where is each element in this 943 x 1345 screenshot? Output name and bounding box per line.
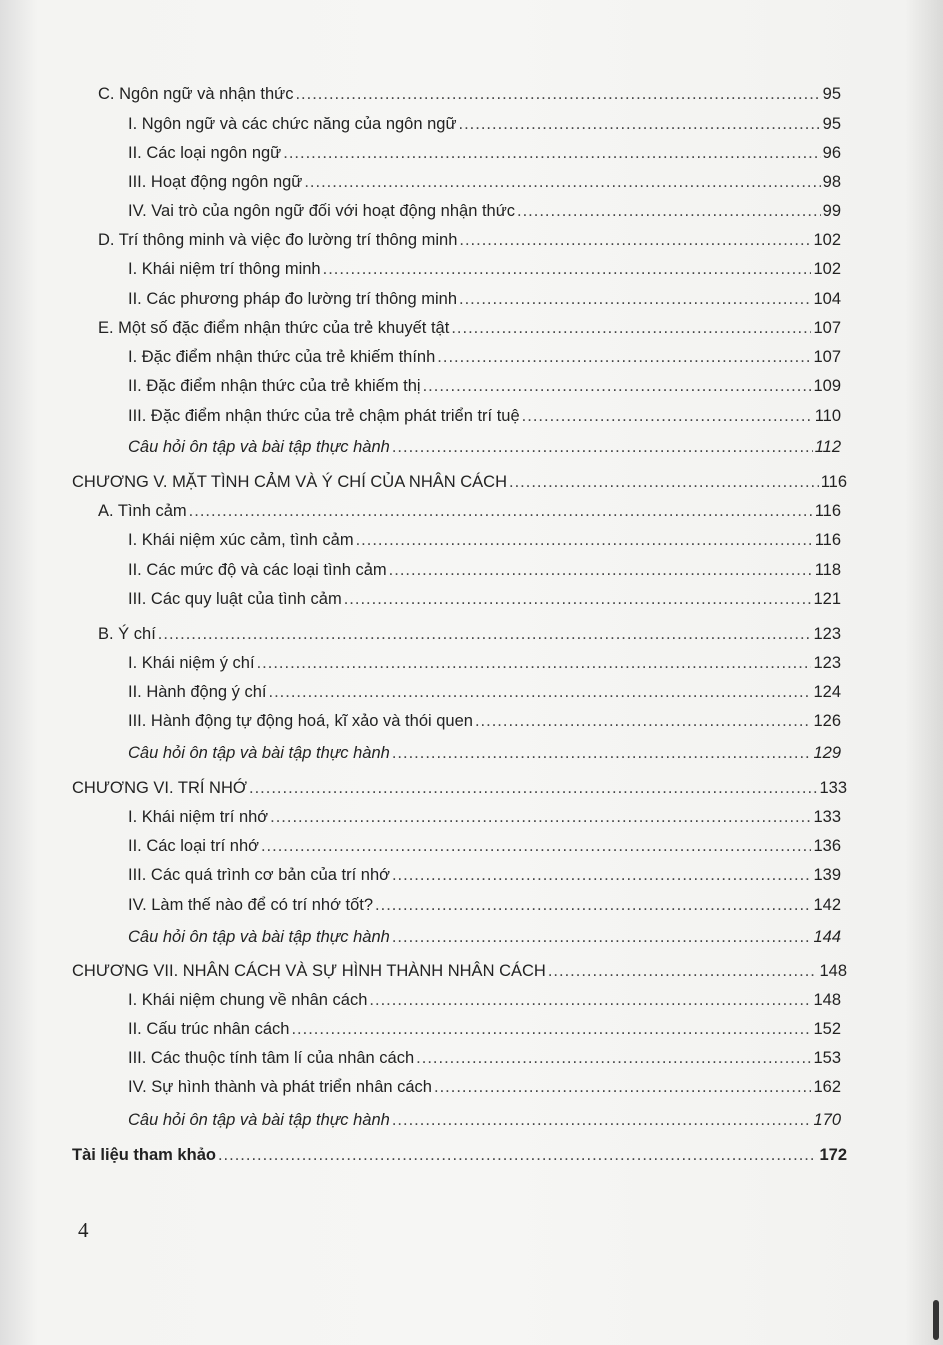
- toc-entry-title: C. Ngôn ngữ và nhận thức: [98, 85, 294, 103]
- toc-entry: [72, 961, 847, 981]
- toc-entry-page: 136: [813, 837, 841, 855]
- toc-entry-title: III. Các quá trình cơ bản của trí nhớ: [128, 866, 390, 884]
- toc-entry: [128, 836, 841, 856]
- toc-entry-title: II. Đặc điểm nhận thức của trẻ khiếm thị: [128, 377, 421, 395]
- toc-entry: [128, 437, 841, 457]
- toc-entry: [98, 501, 841, 521]
- toc-entry-page: 107: [813, 348, 841, 366]
- toc-entry-title: II. Các phương pháp đo lường trí thông minh: [128, 290, 458, 308]
- toc-entry-page: 107: [813, 319, 841, 337]
- toc-entry: [98, 624, 841, 644]
- toc-entry-title: Câu hỏi ôn tập và bài tập thực hành: [128, 744, 390, 762]
- toc-entry-page: 124: [813, 683, 841, 701]
- toc-entry-page: 116: [814, 531, 841, 549]
- toc-entry-page: 133: [813, 808, 841, 826]
- dot-leader: [269, 682, 812, 702]
- dot-leader: [475, 711, 812, 731]
- dot-leader: [389, 560, 813, 580]
- toc-entry-page: 95: [822, 85, 841, 103]
- toc-entry: [98, 318, 841, 338]
- toc-entry-page: 172: [819, 1146, 847, 1164]
- toc-entry-title: E. Một số đặc điểm nhận thức của trẻ khuyết tật: [98, 319, 450, 337]
- toc-entry: [98, 84, 841, 104]
- dot-leader: [283, 143, 820, 163]
- page-number: 4: [78, 1218, 89, 1242]
- toc-entry-title: II. Các loại ngôn ngữ: [128, 144, 282, 162]
- toc-entry-title: I. Khái niệm trí thông minh: [128, 260, 321, 278]
- toc-entry: [128, 530, 841, 550]
- dot-leader: [295, 84, 820, 104]
- toc-entry-title: IV. Sự hình thành và phát triển nhân cách: [128, 1078, 432, 1096]
- toc-entry-page: 129: [813, 744, 841, 762]
- toc-entry: [128, 990, 841, 1010]
- toc-entry-page: 99: [822, 202, 841, 220]
- dot-leader: [522, 406, 813, 426]
- toc-entry-title: III. Hành động tự động hoá, kĩ xảo và thói quen: [128, 712, 473, 730]
- toc-entry: [128, 201, 841, 221]
- toc-entry-title: D. Trí thông minh và việc đo lường trí thông minh: [98, 231, 458, 249]
- toc-entry-title: III. Hoạt động ngôn ngữ: [128, 173, 303, 191]
- toc-entry: [128, 895, 841, 915]
- dot-leader: [323, 259, 812, 279]
- toc-entry: [98, 230, 841, 250]
- toc-entry: [128, 347, 841, 367]
- dot-leader: [261, 836, 812, 856]
- toc-entry-title: II. Các mức độ và các loại tình cảm: [128, 561, 387, 579]
- toc-entry-page: 148: [813, 991, 841, 1009]
- toc-entry: [128, 1019, 841, 1039]
- toc-entry: [128, 1110, 841, 1130]
- dot-leader: [249, 778, 817, 798]
- toc-entry-title: III. Đặc điểm nhận thức của trẻ chậm phát triển trí tuệ: [128, 407, 520, 425]
- dot-leader: [459, 230, 811, 250]
- dot-leader: [218, 1145, 818, 1165]
- toc-entry: [72, 1145, 847, 1165]
- toc-entry-page: 110: [814, 407, 841, 425]
- toc-entry-title: B. Ý chí: [98, 625, 156, 643]
- toc-entry-page: 152: [813, 1020, 841, 1038]
- toc-entry: [128, 1048, 841, 1068]
- dot-leader: [356, 530, 813, 550]
- toc-entry-page: 153: [813, 1049, 841, 1067]
- toc-entry-page: 123: [813, 654, 841, 672]
- toc-entry-page: 109: [813, 377, 841, 395]
- toc-entry-title: III. Các thuộc tính tâm lí của nhân cách: [128, 1049, 415, 1067]
- toc-entry-title: II. Các loại trí nhớ: [128, 837, 259, 855]
- toc-entry: [72, 472, 847, 492]
- dot-leader: [270, 807, 811, 827]
- dot-leader: [392, 927, 812, 947]
- toc-entry-title: Câu hỏi ôn tập và bài tập thực hành: [128, 928, 390, 946]
- toc-entry-title: II. Hành động ý chí: [128, 683, 267, 701]
- page-edge-mark: [933, 1300, 939, 1340]
- toc-entry: [128, 589, 841, 609]
- toc-entry: [128, 560, 841, 580]
- dot-leader: [344, 589, 812, 609]
- toc-entry: [72, 778, 847, 798]
- toc-entry-title: I. Ngôn ngữ và các chức năng của ngôn ngữ: [128, 115, 457, 133]
- toc-entry: [128, 682, 841, 702]
- toc-entry-page: 142: [813, 896, 841, 914]
- toc-entry: [128, 711, 841, 731]
- toc-entry: [128, 653, 841, 673]
- dot-leader: [257, 653, 812, 673]
- dot-leader: [509, 472, 819, 492]
- toc-entry: [128, 406, 841, 426]
- dot-leader: [369, 990, 811, 1010]
- toc-entry-title: Câu hỏi ôn tập và bài tập thực hành: [128, 1111, 390, 1129]
- dot-leader: [451, 318, 811, 338]
- toc-entry: [128, 259, 841, 279]
- toc-entry-page: 123: [813, 625, 841, 643]
- toc-entry: [128, 143, 841, 163]
- toc-entry-page: 126: [813, 712, 841, 730]
- toc-entry-page: 133: [819, 779, 847, 797]
- toc-entry-page: 118: [814, 561, 841, 579]
- toc-entry-page: 104: [813, 290, 841, 308]
- dot-leader: [517, 201, 821, 221]
- dot-leader: [392, 865, 812, 885]
- dot-leader: [158, 624, 812, 644]
- toc-entry: [128, 172, 841, 192]
- toc-entry-title: I. Khái niệm trí nhớ: [128, 808, 269, 826]
- toc-entry-title: I. Khái niệm ý chí: [128, 654, 255, 672]
- toc-entry-title: IV. Làm thế nào để có trí nhớ tốt?: [128, 896, 374, 914]
- toc-entry-page: 116: [814, 502, 841, 520]
- toc-entry: [128, 1077, 841, 1097]
- toc-entry: [128, 743, 841, 763]
- dot-leader: [548, 961, 818, 981]
- toc-entry-page: 116: [820, 473, 847, 491]
- dot-leader: [375, 895, 811, 915]
- toc-entry-page: 98: [822, 173, 841, 191]
- toc-entry-page: 102: [813, 260, 841, 278]
- toc-entry-page: 112: [814, 438, 841, 456]
- dot-leader: [392, 437, 813, 457]
- toc-entry: [128, 114, 841, 134]
- toc-entry-title: CHƯƠNG V. MẶT TÌNH CẢM VÀ Ý CHÍ CỦA NHÂN CÁCH: [72, 473, 507, 491]
- toc-entry-page: 148: [819, 962, 847, 980]
- dot-leader: [459, 289, 811, 309]
- toc-entry-title: A. Tình cảm: [98, 502, 187, 520]
- toc-entry-page: 139: [813, 866, 841, 884]
- dot-leader: [291, 1019, 811, 1039]
- toc-entry-title: I. Đặc điểm nhận thức của trẻ khiếm thính: [128, 348, 436, 366]
- dot-leader: [392, 743, 812, 763]
- toc-entry-title: Câu hỏi ôn tập và bài tập thực hành: [128, 438, 390, 456]
- toc-entry: [128, 865, 841, 885]
- toc-entry-title: II. Cấu trúc nhân cách: [128, 1020, 290, 1038]
- dot-leader: [437, 347, 811, 367]
- toc-entry-title: I. Khái niệm xúc cảm, tình cảm: [128, 531, 354, 549]
- toc-entry: [128, 807, 841, 827]
- toc-entry-page: 102: [813, 231, 841, 249]
- toc-entry-title: CHƯƠNG VI. TRÍ NHỚ: [72, 779, 248, 797]
- toc-entry-title: I. Khái niệm chung về nhân cách: [128, 991, 368, 1009]
- toc-entry-title: III. Các quy luật của tình cảm: [128, 590, 342, 608]
- dot-leader: [423, 376, 812, 396]
- dot-leader: [416, 1048, 811, 1068]
- toc-entry-page: 121: [813, 590, 841, 608]
- toc-entry-title: Tài liệu tham khảo: [72, 1146, 216, 1164]
- dot-leader: [304, 172, 820, 192]
- toc-entry-title: CHƯƠNG VII. NHÂN CÁCH VÀ SỰ HÌNH THÀNH NHÂN CÁCH: [72, 962, 546, 980]
- toc-entry-page: 170: [813, 1111, 841, 1129]
- toc-entry-page: 144: [813, 928, 841, 946]
- toc-entry: [128, 289, 841, 309]
- dot-leader: [392, 1110, 812, 1130]
- toc-entry-page: 96: [822, 144, 841, 162]
- dot-leader: [459, 114, 821, 134]
- toc-entry-page: 95: [822, 115, 841, 133]
- dot-leader: [189, 501, 813, 521]
- toc-entry: [128, 376, 841, 396]
- toc-entry: [128, 927, 841, 947]
- toc-entry-page: 162: [813, 1078, 841, 1096]
- dot-leader: [434, 1077, 811, 1097]
- toc-entry-title: IV. Vai trò của ngôn ngữ đối với hoạt động nhận thức: [128, 202, 516, 220]
